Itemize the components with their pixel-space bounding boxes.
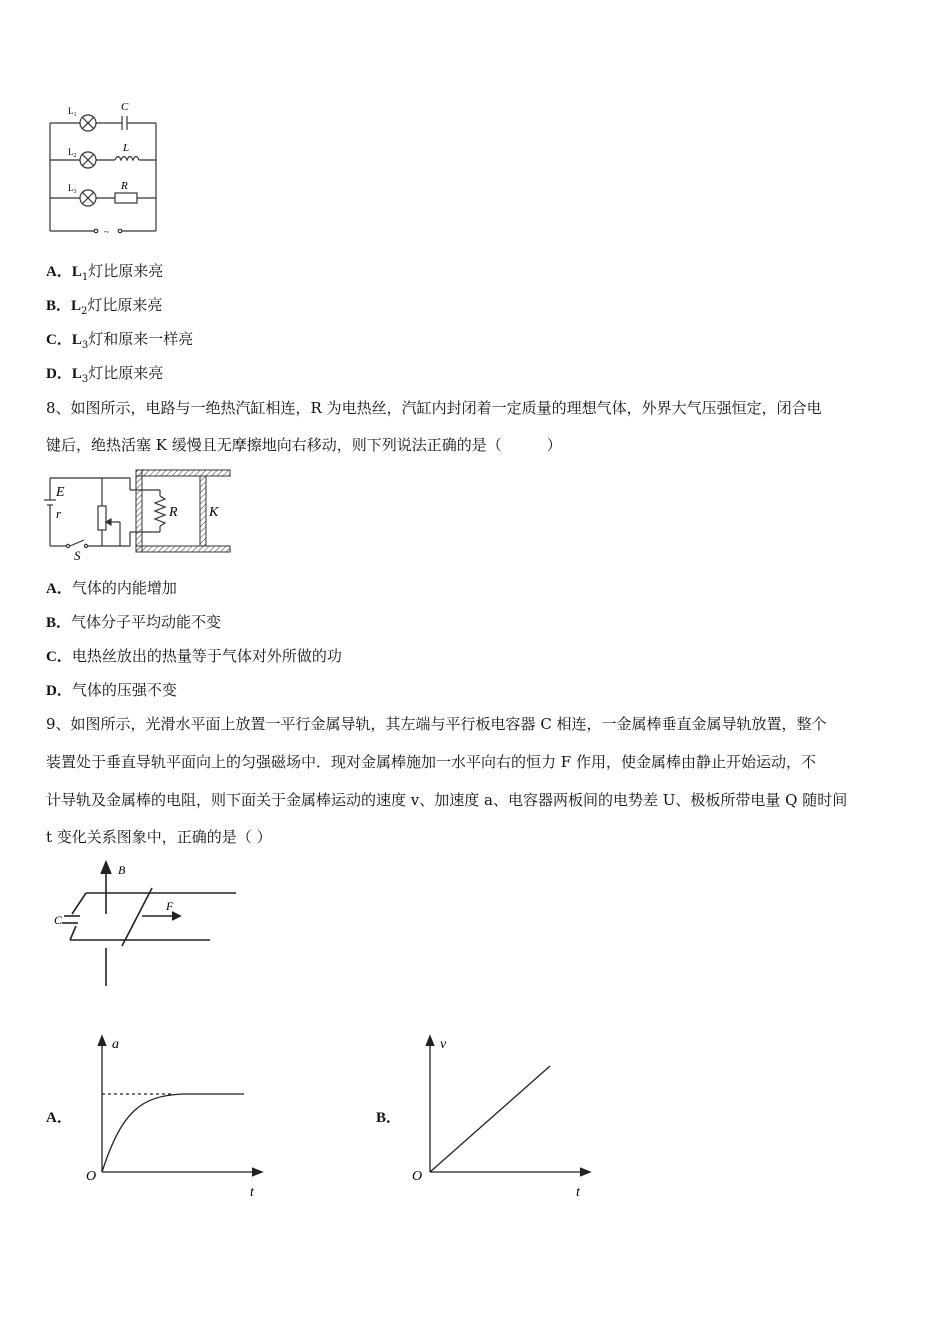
q7-option-b[interactable]: B．$L_2$灯比原来亮 (46, 296, 163, 317)
q9-option-b-graph[interactable] (410, 1030, 600, 1200)
emf-label: E (56, 485, 65, 500)
q8-stem-line2: 键后，绝热活塞 K 缓慢且无摩擦地向右移动，则下列说法正确的是（ ） (46, 436, 562, 454)
q8-cylinder-figure (40, 466, 240, 564)
capacitor-c-label: C (54, 913, 63, 927)
option-a-y-axis-label: a (112, 1037, 119, 1052)
resistor-label: R (121, 180, 128, 192)
q8-option-c[interactable]: C．电热丝放出的热量等于气体对外所做的功 (46, 647, 342, 665)
q7-circuit-figure (40, 98, 170, 238)
lamp3-label: $L_3$ (68, 183, 77, 195)
source-label: ~ (104, 227, 109, 237)
internal-resistance-label: r (56, 506, 62, 521)
lamp2-label: $L_2$ (68, 147, 77, 159)
q8-option-a[interactable]: A．气体的内能增加 (46, 579, 177, 597)
q8-stem-line1: 8、如图所示，电路与一绝热汽缸相连，R 为电热丝，汽缸内封闭着一定质量的理想气体，外界大气压强恒定，闭合电 (46, 399, 822, 417)
option-b-y-axis-label: v (440, 1037, 447, 1052)
lamp1-label: $L_1$ (68, 106, 77, 118)
b-field-label: B (118, 863, 126, 877)
q9-option-b-label[interactable]: B． (376, 1110, 402, 1126)
q9-stem-line4: t 变化关系图象中，正确的是（ ） (46, 828, 272, 846)
option-a-x-axis-label: t (250, 1185, 254, 1200)
option-b-x-axis-label: t (576, 1185, 580, 1200)
inductor-label: L (123, 142, 130, 154)
q9-rails-figure (50, 856, 245, 992)
q8-option-d[interactable]: D．气体的压强不变 (46, 681, 177, 699)
q7-option-d[interactable]: D．$L_3$灯比原来亮 (46, 364, 164, 385)
piston-label: K (209, 505, 219, 520)
heater-label: R (169, 505, 178, 520)
q8-option-b[interactable]: B．气体分子平均动能不变 (46, 613, 222, 631)
q9-stem-line3: 计导轨及金属棒的电阻，则下面关于金属棒运动的速度 v、加速度 a、电容器两板间的电势差 U、极板所带电量 Q 随时间 (46, 791, 848, 809)
option-b-origin-label: O (412, 1169, 423, 1184)
option-a-origin-label: O (86, 1169, 97, 1184)
q7-option-a[interactable]: A．$L_1$灯比原来亮 (46, 262, 164, 283)
q7-option-c[interactable]: C．$L_3$灯和原来一样亮 (46, 330, 194, 351)
q9-stem-line2: 装置处于垂直导轨平面向上的匀强磁场中．现对金属棒施加一水平向右的恒力 F 作用，使金属棒由静止开始运动，不 (46, 753, 816, 771)
capacitor-label: C (121, 101, 129, 113)
q9-option-a-label[interactable]: A． (46, 1110, 72, 1126)
q9-option-a-graph[interactable] (82, 1030, 272, 1200)
force-label: F (166, 899, 174, 913)
q9-stem-line1: 9、如图所示，光滑水平面上放置一平行金属导轨，其左端与平行板电容器 C 相连，一金属棒垂直金属导轨放置，整个 (46, 715, 827, 733)
switch-label: S (74, 548, 81, 563)
